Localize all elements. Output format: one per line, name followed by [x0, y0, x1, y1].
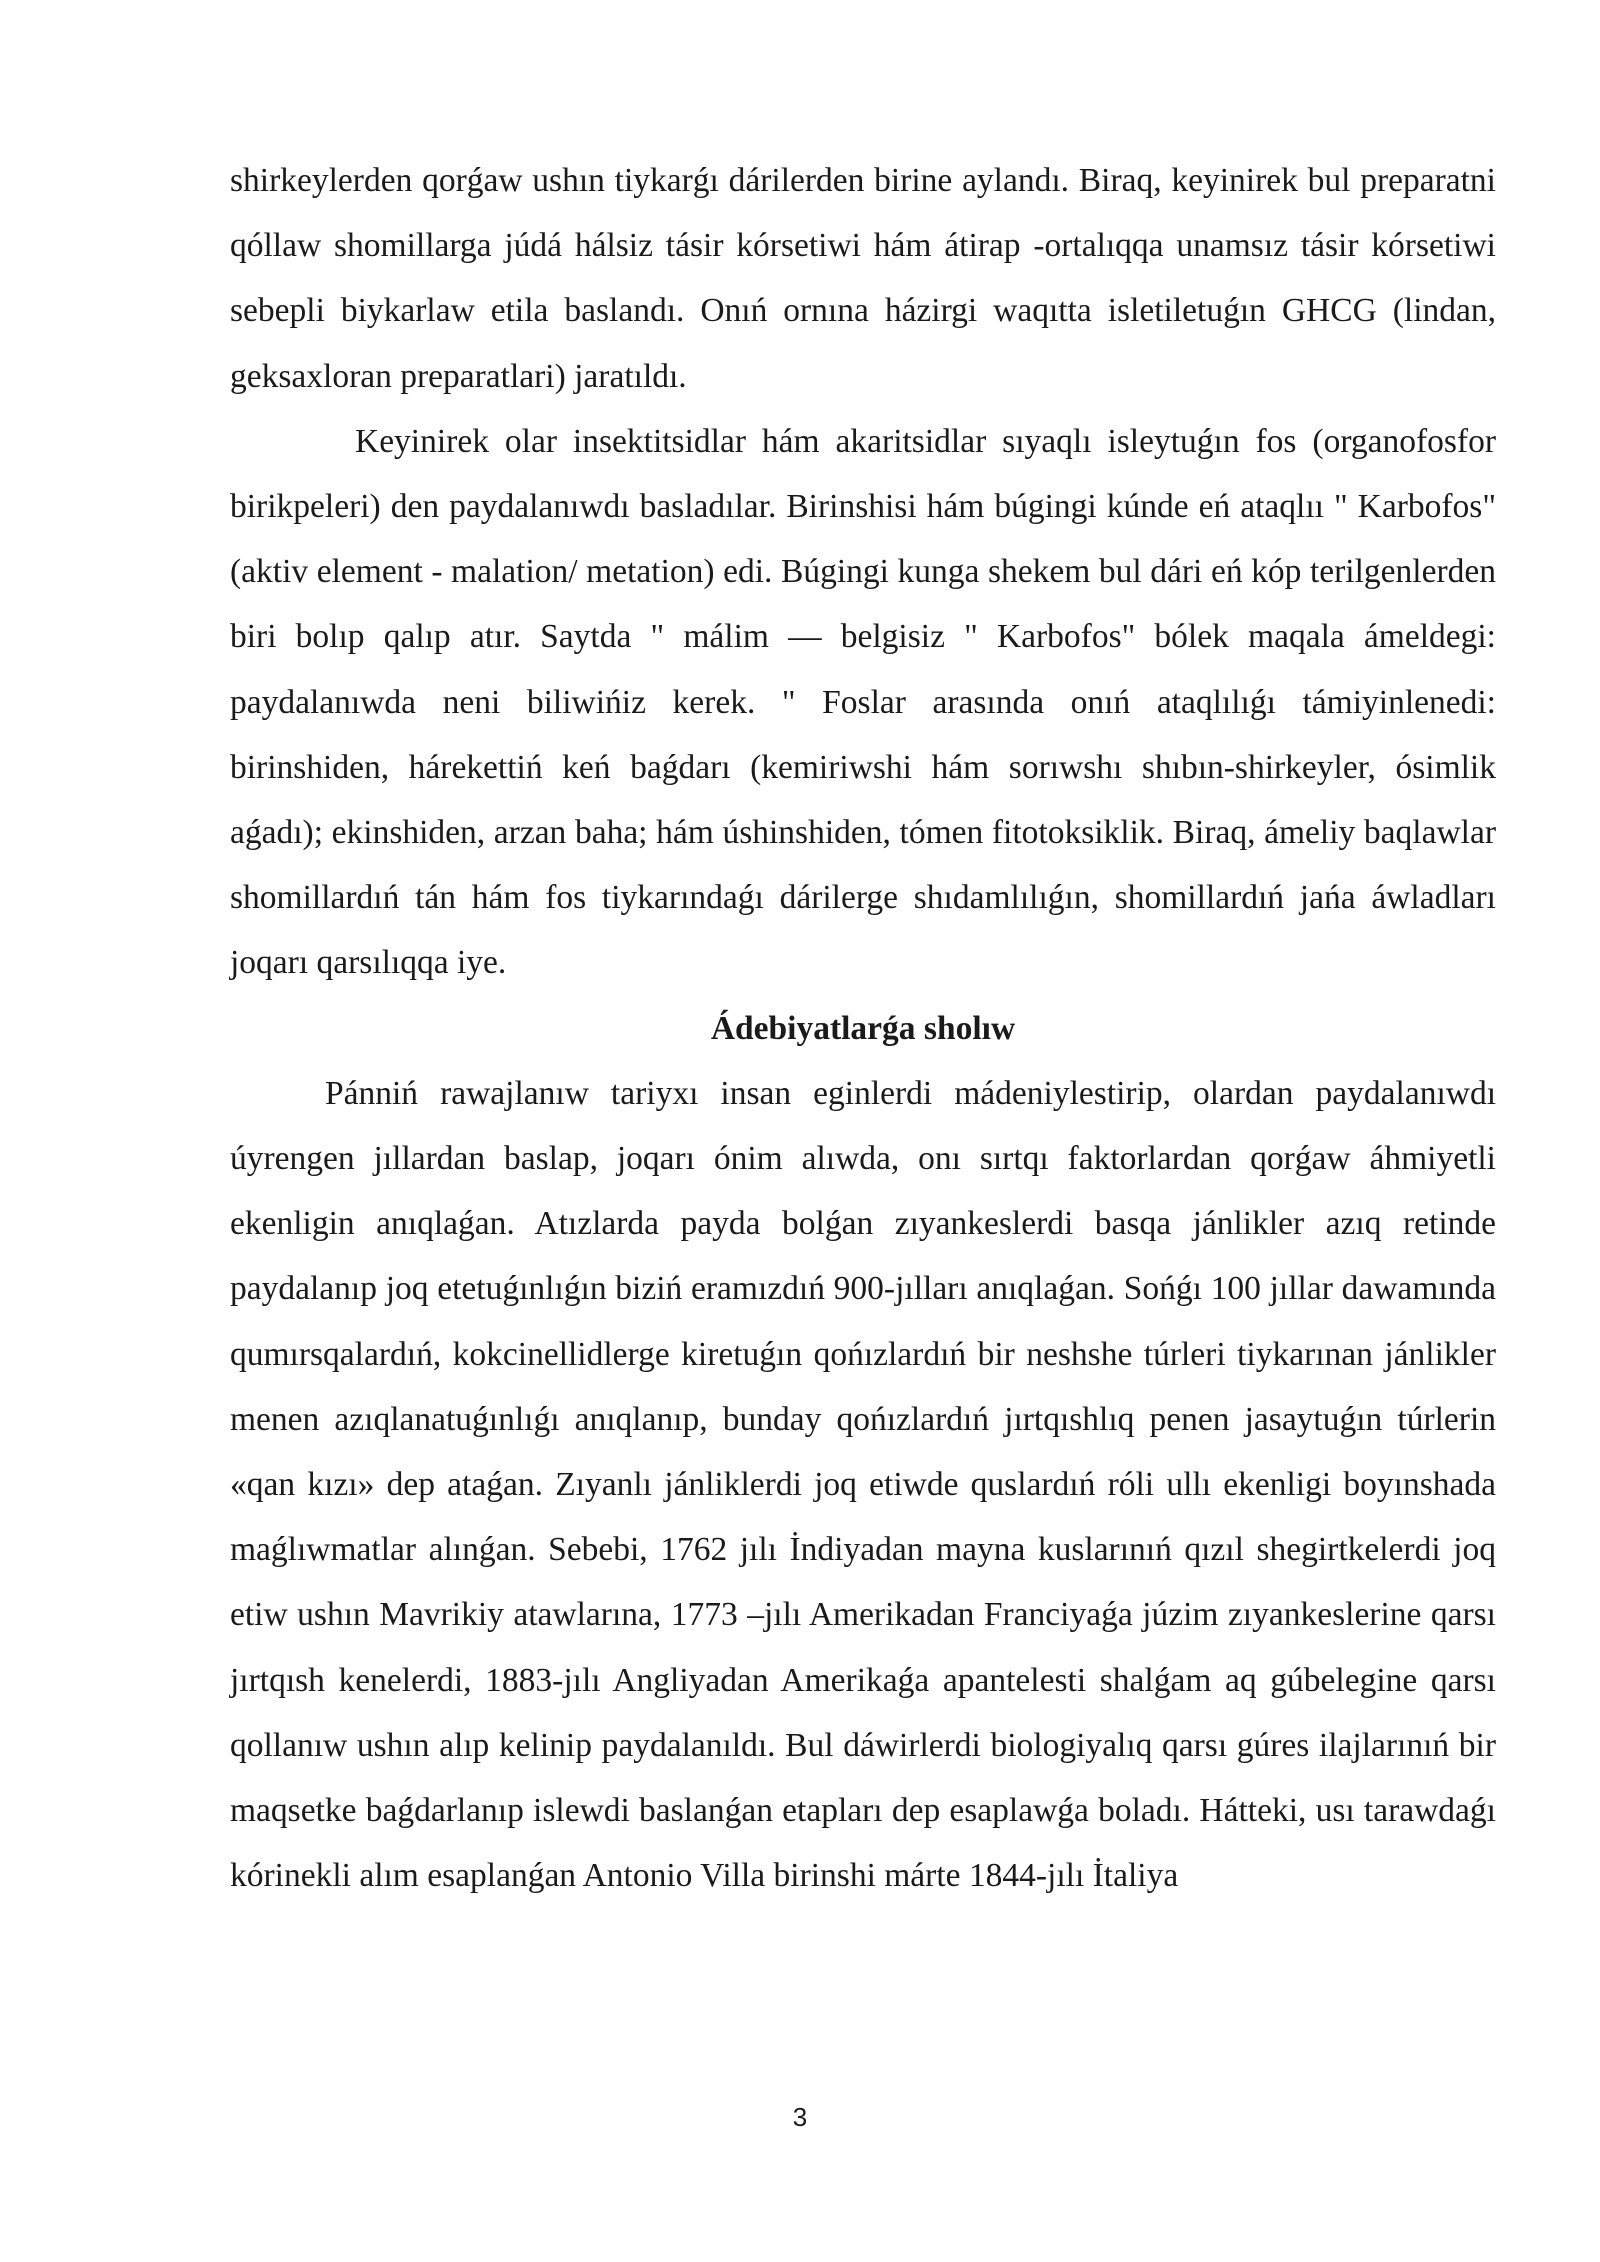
section-heading: Ádebiyatlarǵa sholıw — [710, 1009, 1016, 1047]
paragraph-1: shirkeylerden qorǵaw ushın tiykarǵı dárilerden birine aylandı. Biraq, keyinirek bul preparatni qóllaw shomillarga júdá hálsiz tásir kórsetiwi hám átirap -ortalıqqa unamsız tásir kórsetiwi sebepli biykarlaw etila baslandı. Onıń ornına házirgi waqıtta isletiletuǵın GHCG (lindan, geksaxloran preparatlari) jaratıldı. — [230, 162, 1496, 395]
page-number: 3 — [792, 2102, 808, 2132]
paragraph-2: Keyinirek olar insektitsidlar hám akaritsidlar sıyaqlı isleytuǵın fos (organofosfor birikpeleri) den paydalanıwdı basladılar. Birinshisi hám búgingi kúnde eń ataqlıı " Karbofos" (aktiv element - malation/ metation) edi. Búgingi kunga shekem bul dári eń kóp terilgenlerden biri bolıp qalıp atır. Saytda " málim — belgisiz " Karbofos" bólek maqala ámeldegi: paydalanıwda neni biliwińiz kerek. " Foslar arasında onıń ataqlılıǵı támiyinlenedi: birinshiden, hárekettiń keń baǵdarı (kemiriwshi hám sorıwshı shıbın-shirkeyler, ósimlik aǵadı); ekinshiden, arzan baha; hám úshinshiden, tómen fitotoksiklik. Biraq, ámeliy baqlawlar shomillardıń tán hám fos tiykarındaǵı dárilerge shıdamlılıǵın, shomillardıń jańa áwladları joqarı qarsılıqqa iye. — [230, 422, 1496, 982]
paragraph-3: Pánniń rawajlanıw tariyxı insan eginlerdi mádeniylestirip, olardan paydalanıwdı úyrengen jıllardan baslap, joqarı ónim alıwda, onı sırtqı faktorlardan qorǵaw áhmiyetli ekenligin anıqlaǵan. Atızlarda payda bolǵan zıyankeslerdi basqa jánlikler azıq retinde paydalanıp joq etetuǵınlıǵın biziń eramızdıń 900-jılları anıqlaǵan. Sońǵı 100 jıllar dawamında qumırsqalardıń, kokcinellidlerge kiretuǵın qońızlardıń bir neshshe túrleri tiykarınan jánlikler menen azıqlanatuǵınlıǵı anıqlanıp, bunday qońızlardıń jırtqıshlıq penen jasaytuǵın túrlerin «qan kızı» dep ataǵan. Zıyanlı jánliklerdi joq etiwde quslardıń róli ullı ekenligi boyınshada maǵlıwmatlar alınǵan. Sebebi, 1762 jılı İndiyadan mayna kuslarınıń qızıl shegirtkelerdi joq etiw ushın Mavrikiy atawlarına, 1773 –jılı Amerikadan Franciyaǵa júzim zıyankeslerine qarsı jırtqısh kenelerdi, 1883-jılı Angliyadan Amerikaǵa apantelesti shalǵam aq gúbelegine qarsı qollanıw ushın alıp kelinip paydalanıldı. Bul dáwirlerdi biologiyalıq qarsı gúres ilajlarınıń bir maqsetke baǵdarlanıp islewdi baslanǵan etapları dep esaplawǵa boladı. Hátteki, usı tarawdaǵı kórinekli alım esaplanǵan Antonio Villa birinshi márte 1844-jılı İtaliya — [230, 1074, 1496, 1895]
page-body — [230, 148, 1496, 1908]
